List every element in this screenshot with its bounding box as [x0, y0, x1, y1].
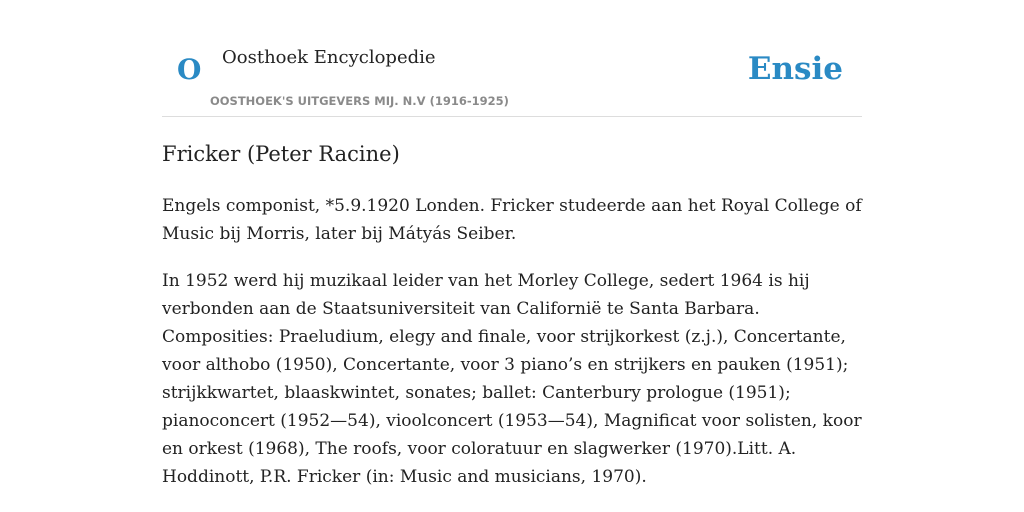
- article: [162, 136, 862, 491]
- article-paragraph: Engels componist, *5.9.1920 Londen. Fricker studeerde aan het Royal College of Music bij Morris, later bij Mátyás Seiber.: [162, 196, 862, 244]
- article-paragraph: In 1952 werd hij muzikaal leider van het Morley College, sedert 1964 is hij verbonden aan de Staatsuniversiteit van Californië te Santa Barbara. Composities: Praeludium, elegy and finale, voor strijkorkest (z.j.), Concertante, voor althobo (1950), Concertante, voor 3 piano’s en strijkers en pauken (1951); strijkkwartet, blaaskwintet, sonates; ballet: Canterbury prologue (1951); pianoconcert (1952—54), vioolconcert (1953—54), Magnificat voor solisten, koor en orkest (1968), The roofs, voor coloratuur en slagwerker (1970).Litt. A. Hoddinott, P.R. Fricker (in: Music and musicians, 1970).: [162, 271, 862, 487]
- article-title: Fricker (Peter Racine): [162, 142, 400, 166]
- encyclopedia-logo[interactable]: O: [177, 53, 202, 86]
- ensie-brand-link[interactable]: Ensie: [747, 51, 843, 87]
- site-header: [162, 0, 862, 117]
- publisher-label: OOSTHOEK'S UITGEVERS MIJ. N.V (1916-1925): [210, 94, 509, 108]
- encyclopedia-title[interactable]: Oosthoek Encyclopedie: [222, 47, 436, 68]
